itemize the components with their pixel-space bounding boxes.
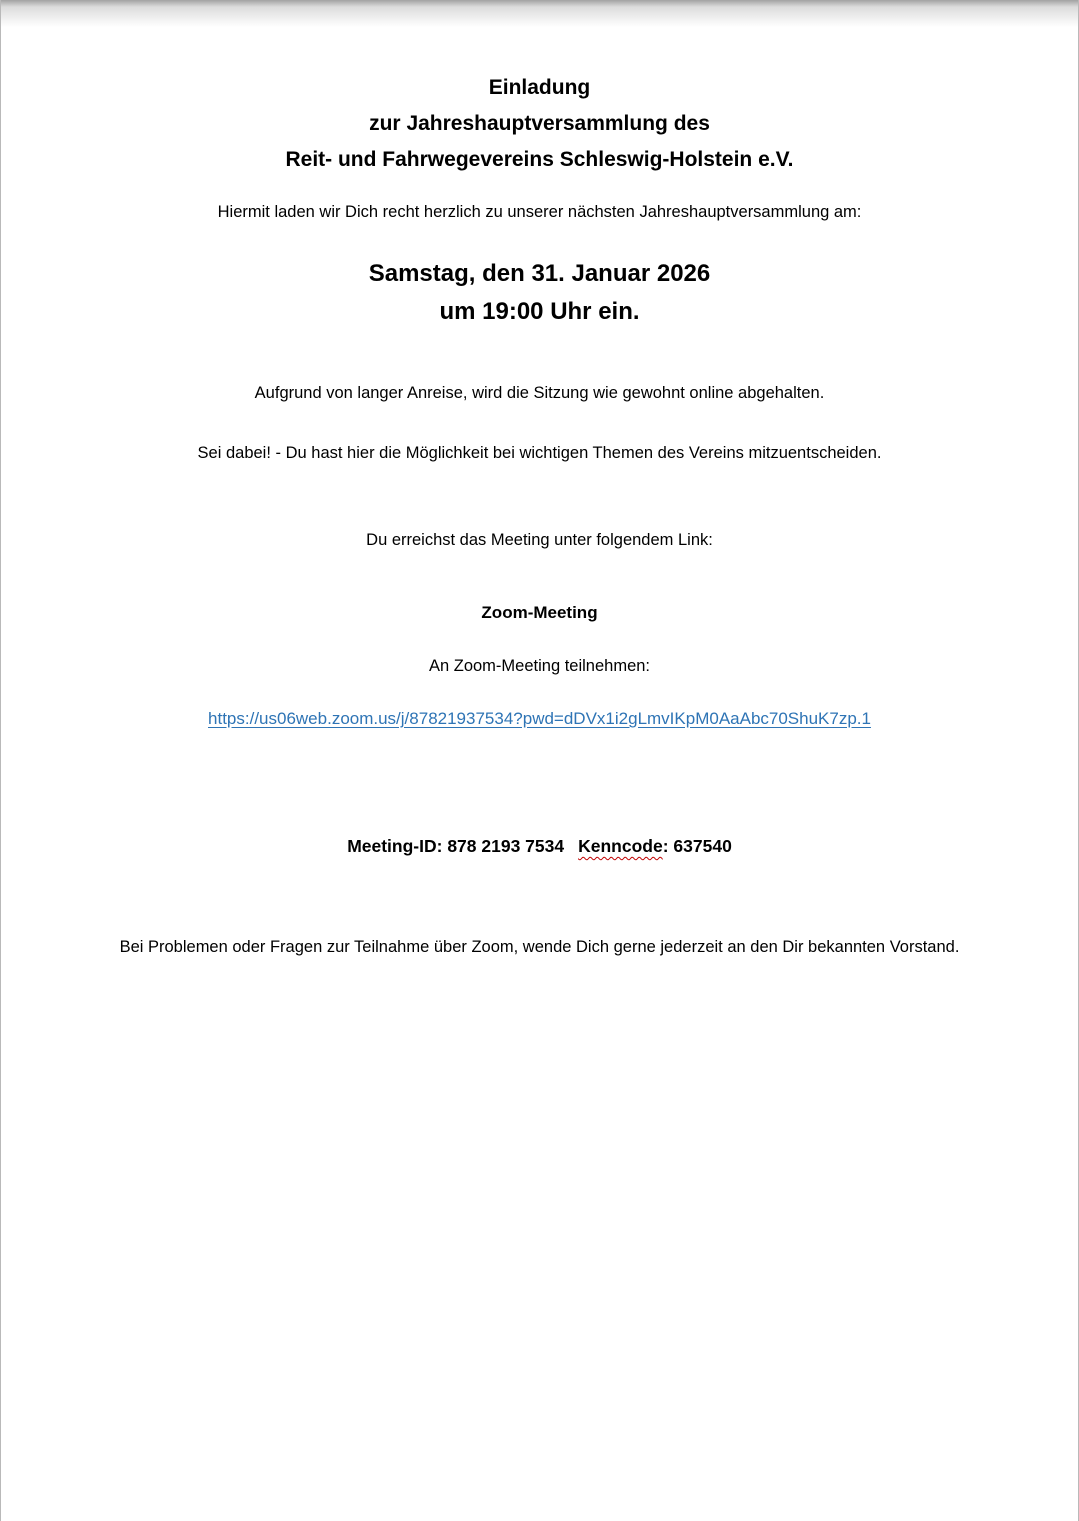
meeting-id: Meeting-ID: 878 2193 7534 [347,836,565,856]
invitation-intro: Hiermit laden wir Dich recht herzlich zu unserer nächsten Jahreshauptversammlung am: [217,203,862,221]
meeting-date [41,255,1038,331]
passcode-value: : 637540 [662,836,732,856]
zoom-meeting-link[interactable]: https://us06web.zoom.us/j/87821937534?pwd=dDVx1i2gLmvIKpM0AaAbc70ShuK7zp.1 [208,709,871,728]
zoom-meeting-heading: Zoom-Meeting [481,603,598,622]
document-content [1,0,1078,959]
online-note: Aufgrund von langer Anreise, wird die Sitzung wie gewohnt online abgehalten. [254,384,825,402]
meeting-date-line-2: um 19:00 Uhr ein. [439,298,640,325]
title-line-2: zur Jahreshauptversammlung des [369,112,710,135]
title-line-1: Einladung [488,76,591,99]
passcode-label-misspelled: Kenncode [578,836,663,856]
support-note: Bei Problemen oder Fragen zur Teilnahme über Zoom, wende Dich gerne jederzeit an den Dir bekannten Vorstand. [119,938,960,956]
document-title [41,70,1038,178]
meeting-url-line [41,707,1038,731]
participate-note: Sei dabei! - Du hast hier die Möglichkeit bei wichtigen Themen des Vereins mitzuentscheiden. [197,444,882,462]
join-label: An Zoom-Meeting teilnehmen: [428,657,651,675]
meeting-credentials [41,833,1038,859]
meeting-date-line-1: Samstag, den 31. Januar 2026 [368,260,711,287]
link-intro: Du erreichst das Meeting unter folgendem Link: [366,531,713,549]
title-line-3: Reit- und Fahrwegevereins Schleswig-Holstein e.V. [285,148,794,171]
